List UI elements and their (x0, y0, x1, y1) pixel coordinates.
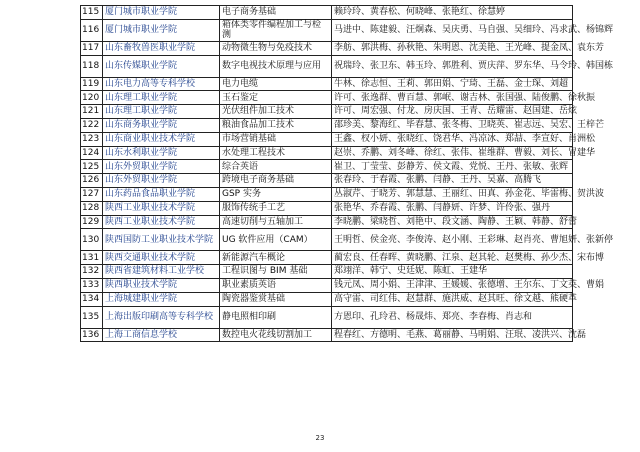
team-members: 邵珍美、黎海红、毕春慧、张冬梅、卫晓英、崔志远、吴宏、王梓芒 (332, 118, 573, 132)
row-number: 124 (81, 146, 103, 160)
school-name: 山东理工职业学院 (103, 91, 220, 105)
team-members: 张春玲、于春霞、张鹏、闫静、王丹、吴嘉、高腾飞 (332, 174, 573, 188)
table-row (81, 229, 573, 251)
row-number: 133 (81, 278, 103, 292)
table-row (81, 132, 573, 146)
table-row (81, 251, 573, 265)
course-name: 电子商务基础 (220, 6, 332, 20)
row-number: 125 (81, 160, 103, 174)
course-name: 电力电缆 (220, 77, 332, 91)
school-name: 陕西工业职业技术学院 (103, 215, 220, 229)
row-number: 115 (81, 6, 103, 20)
row-number: 123 (81, 132, 103, 146)
row-number: 120 (81, 91, 103, 105)
row-number: 122 (81, 118, 103, 132)
table-row (81, 41, 573, 55)
table-row (81, 328, 573, 342)
table-row (81, 278, 573, 292)
row-number: 121 (81, 105, 103, 119)
team-members: 王鑫、杈小妍、张晓红、饶君华、冯凉冰、郑喆、李宣好、肖洲松 (332, 132, 573, 146)
school-name: 陕西国防工业职业技术学院 (103, 229, 220, 251)
course-name: 工程识图与 BIM 基础 (220, 265, 332, 279)
school-name: 陕西职业技术学院 (103, 278, 220, 292)
team-members: 牛林、徐志恒、王莉、郭田娟、宁琦、王磊、金士琛、刘超 (332, 77, 573, 91)
row-number: 132 (81, 265, 103, 279)
school-name: 山东电力高等专科学校 (103, 77, 220, 91)
course-name: 跨境电子商务基础 (220, 174, 332, 188)
school-name: 山东传媒职业学院 (103, 55, 220, 77)
team-members: 赖玲玲、黄春松、何晓峰、张艳红、徐慧婷 (332, 6, 573, 20)
row-number: 135 (81, 306, 103, 328)
table-row (81, 77, 573, 91)
course-name: 玉石鉴定 (220, 91, 332, 105)
course-name: 新能源汽车概论 (220, 251, 332, 265)
course-name: 箱体类零件编程加工与检测 (220, 19, 332, 41)
team-members: 方恩印、孔玲君、杨晟炜、郑亮、李春梅、肖志和 (332, 306, 573, 328)
course-name: 职业素质英语 (220, 278, 332, 292)
team-members: 高守雷、司红伟、赵慧群、施洪威、赵其旺、徐文越、熊硬革 (332, 292, 573, 306)
row-number: 131 (81, 251, 103, 265)
course-name: 静电照相印刷 (220, 306, 332, 328)
team-members: 马进中、陈建毅、汪炯森、吴庆勇、马自强、吴细玲、冯求武、杨锦辉 (332, 19, 573, 41)
page-number: 23 (315, 434, 325, 442)
table-row (81, 215, 573, 229)
course-name: 水处理工程技术 (220, 146, 332, 160)
course-name: 陶瓷器鉴赏基础 (220, 292, 332, 306)
school-name: 山东理工职业学院 (103, 105, 220, 119)
team-members: 张艳华、乔春霞、张鹏、闫静妍、许梦、许伶张、强丹 (332, 201, 573, 215)
course-name: 数控电火花线切割加工 (220, 328, 332, 342)
row-number: 116 (81, 19, 103, 41)
school-name: 陕西交通职业技术学院 (103, 251, 220, 265)
team-members: 程春红、方德明、毛燕、葛丽静、马明娟、汪珉、凌洪兴、沈磊 (332, 328, 573, 342)
team-members: 李舫、郭洪梅、孙秋艳、朱明恩、沈美艳、王光峰、提金凤、袁东芳 (332, 41, 573, 55)
table-row (81, 187, 573, 201)
table-row (81, 146, 573, 160)
school-name: 厦门城市职业学院 (103, 19, 220, 41)
team-members: 赵崇、乔鹏、刘冬峰、徐红、张伟、崔维群、曹毅、刘长、冒建华 (332, 146, 573, 160)
course-name: 综合英语 (220, 160, 332, 174)
team-members: 郑翊洋、韩宁、史廷妮、陈虹、王建华 (332, 265, 573, 279)
course-name: 动物微生物与免疫技术 (220, 41, 332, 55)
table-row (81, 292, 573, 306)
course-name: 服饰传统手工艺 (220, 201, 332, 215)
school-name: 上海工商信息学校 (103, 328, 220, 342)
row-number: 127 (81, 187, 103, 201)
course-name: 高速切削与五轴加工 (220, 215, 332, 229)
table-body (81, 6, 614, 342)
team-members: 蔺宏良、任春晖、黄晓鹏、江泉、赵其轮、赵樊梅、孙少杰、宋布博 (332, 251, 573, 265)
school-name: 上海城建职业学院 (103, 292, 220, 306)
school-name: 山东药品食品职业学院 (103, 187, 220, 201)
table-row (81, 19, 573, 41)
school-name: 山东水利职业学院 (103, 146, 220, 160)
row-number: 129 (81, 215, 103, 229)
school-name: 山东畜牧兽医职业学院 (103, 41, 220, 55)
row-number: 126 (81, 174, 103, 188)
course-team-table (80, 5, 614, 342)
school-name: 山东外贸职业学院 (103, 174, 220, 188)
course-name: 光伏组件加工技术 (220, 105, 332, 119)
table-row (81, 160, 573, 174)
table-row (81, 306, 573, 328)
table-row (81, 174, 573, 188)
school-name: 山东商务职业学院 (103, 118, 220, 132)
table-row (81, 265, 573, 279)
team-members: 王明哲、侯金亮、李俊涛、赵小刚、王彩琳、赵肖亮、曹旭妍、张新停 (332, 229, 573, 251)
row-number: 117 (81, 41, 103, 55)
row-number: 119 (81, 77, 103, 91)
school-name: 陕西工业职业技术学院 (103, 201, 220, 215)
school-name: 山东外贸职业学院 (103, 160, 220, 174)
row-number: 118 (81, 55, 103, 77)
course-name: 粮油食品加工技术 (220, 118, 332, 132)
row-number: 134 (81, 292, 103, 306)
table-row (81, 6, 573, 20)
course-name: GSP 实务 (220, 187, 332, 201)
team-members: 许可、张逸群、曹百慧、郭岷、谢吉林、张国强、陆俊鹏、徐秋振 (332, 91, 573, 105)
course-name: UG 软件应用（CAM） (220, 229, 332, 251)
row-number: 136 (81, 328, 103, 342)
table-row (81, 55, 573, 77)
team-members: 丛淑芹、于晓芳、郭慧慧、王丽红、田真、孙金花、毕雷梅、贺洪波 (332, 187, 573, 201)
school-name: 山东商业职业技术学院 (103, 132, 220, 146)
team-members: 崔卫、丁莹莹、彭静芳、侯文霞、党悦、王丹、张敏、张辉 (332, 160, 573, 174)
table-row (81, 91, 573, 105)
row-number: 128 (81, 201, 103, 215)
table-row (81, 201, 573, 215)
school-name: 陕西省建筑材料工业学校 (103, 265, 220, 279)
course-name: 市场营销基础 (220, 132, 332, 146)
team-members: 李晓鹏、梁晓哲、刘艳中、段文涵、陶静、王颖、韩静、舒蕾 (332, 215, 573, 229)
team-members: 钱元凤、周小娟、王津津、王媛媛、张德增、王尔东、丁文英、曹娟 (332, 278, 573, 292)
school-name: 厦门城市职业学院 (103, 6, 220, 20)
school-name: 上海出版印刷高等专科学校 (103, 306, 220, 328)
row-number: 130 (81, 229, 103, 251)
team-members: 祝瑞玲、张卫东、韩玉玲、郭胜利、贾庆萍、罗东华、马令玲、韩国栋 (332, 55, 573, 77)
table-row (81, 105, 573, 119)
team-members: 许可、周宏强、付龙、房庆国、王青、岳耀雷、赵国建、岳炫 (332, 105, 573, 119)
table-row (81, 118, 573, 132)
course-name: 数字电视技术原理与应用 (220, 55, 332, 77)
